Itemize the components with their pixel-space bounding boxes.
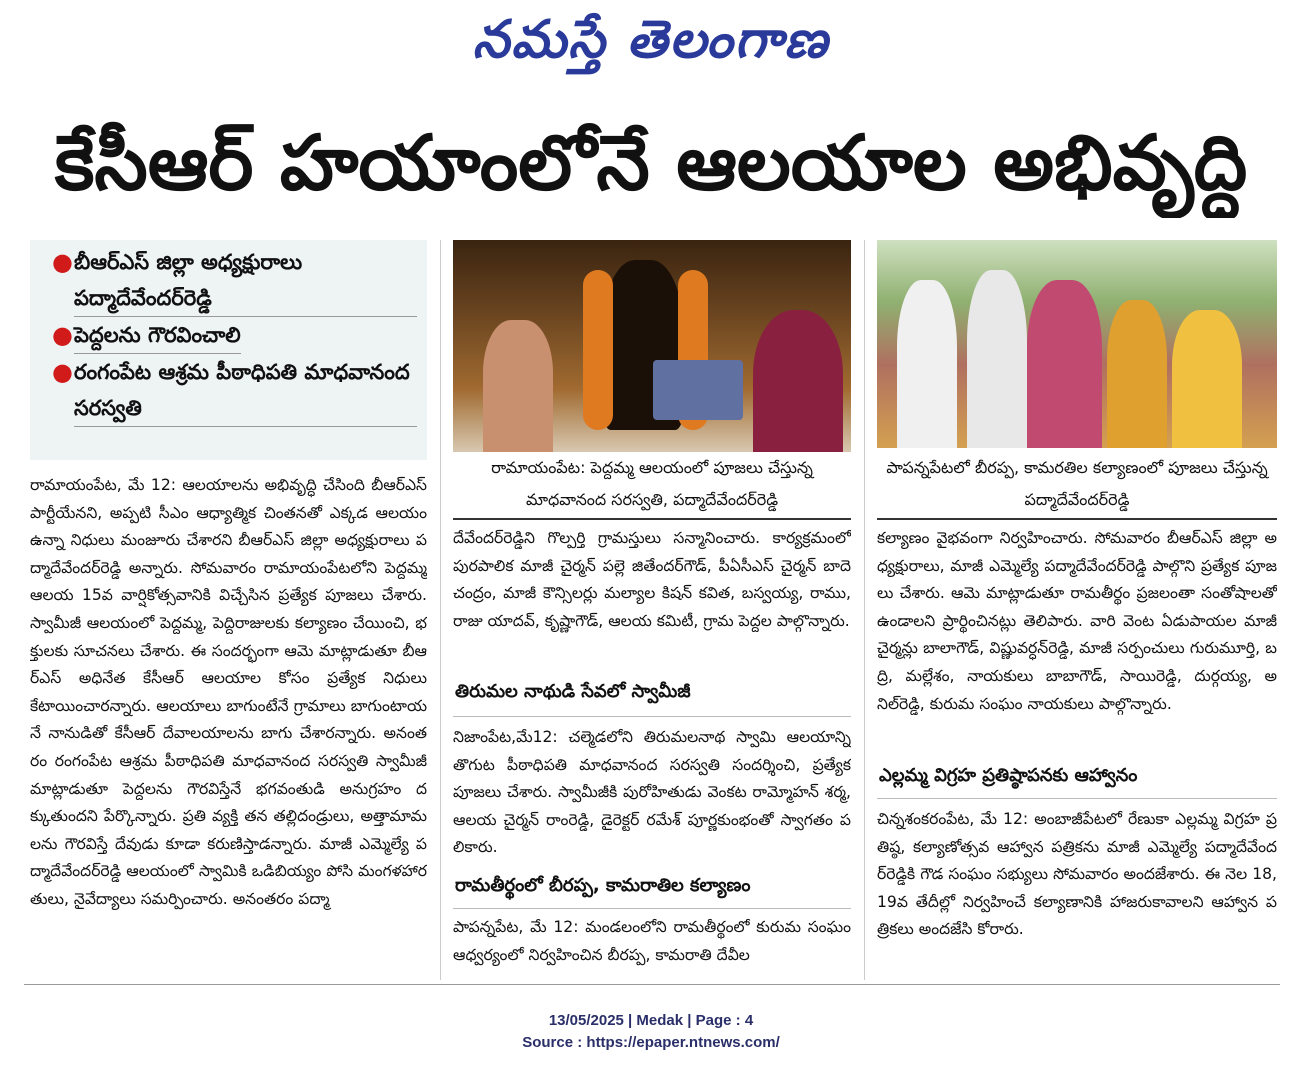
temple-photo [453,240,851,452]
article-title: తిరుమల నాథుడి సేవలో స్వామీజీ [455,681,691,702]
article-body: పాపన్నపేట, మే 12: మండలంలోని రామతీర్థంలో కురుమ సంఘం ఆధ్వర్యంలో నిర్వహించిన బీరప్ప, కామరాతి దేవీల [453,918,851,964]
highlight-item [52,244,417,317]
article-body: చిన్నశంకరంపేట, మే 12: అంబాజీపేటలో రేణుకా ఎల్లమ్మ విగ్రహ ప్రతిష్ఠ, కల్యాణోత్సవ ఆహ్వాన పత్రికను మాజీ ఎమ్మెల్యే పద్మాదేవేందర్‌రెడ్డికి గౌడ సంఘం సభ్యులు సోమవారం అందజేశారు. ఈ నెల 18, 19వ తేదీల్లో నిర్వహించే కల్యాణానికి హాజరుకావాలని ఆహ్వాన పత్రికలు అందజేసి కోరారు. [877,810,1277,939]
highlight-item [52,317,417,354]
bullet-icon: ● [52,248,73,276]
article-body: నిజాంపేట,మే12: చల్మెడలోని తిరుమలనాథ స్వామి ఆలయాన్ని తొగుట పీఠాధిపతి మాధవానంద సరస్వతి సందర్శించి, ప్రత్యేక పూజలు చేశారు. స్వామీజీకి పురోహితుడు వెంకట రామ్మోహన్ శర్మ, ఆలయ చైర్మన్ రాంరెడ్డి, డైరెక్టర్ రమేశ్ పూర్ణకుంభంతో స్వాగతం పలికారు. [453,728,851,857]
highlight-text: బీఆర్ఎస్ జిల్లా అధ్యక్షురాలు పద్మాదేవేందర్‌రెడ్డి [74,244,417,317]
photo-caption: పాపన్నపేటలో బీరప్ప, కామరతిల కల్యాణంలో పూజలు చేస్తున్న పద్మాదేవేందర్‌రెడ్డి [877,452,1277,520]
photo-caption: రామాయంపేట: పెద్దమ్మ ఆలయంలో పూజలు చేస్తున్న మాధవానంద సరస్వతి, పద్మాదేవేందర్‌రెడ్డి [453,452,851,520]
bullet-icon: ● [52,321,73,349]
highlight-item [52,354,417,427]
footer-date-line: 13/05/2025 | Medak | Page : 4 [548,1012,754,1029]
article-title: ఎల్లమ్మ విగ్రహ ప్రతిష్ఠాపనకు ఆహ్వానం [879,765,1138,786]
article-continuation: దేవేందర్‌రెడ్డిని గొల్పర్తి గ్రామస్తులు సన్మానించారు. కార్యక్రమంలో పురపాలిక మాజీ చైర్మన్ పల్లె జితేందర్‌గౌడ్, పీఏసీఎస్ చైర్మన్ బాదె చంద్రం, మాజీ కౌన్సిలర్లు మల్యాల కిషన్ కవిత, బస్వయ్య, రాము, రాజు యాదవ్, కృష్ణాగౌడ్, ఆలయ కమిటీ, గ్రామ పెద్దల పాల్గొన్నారు. [453,529,851,630]
highlights-box [30,240,427,460]
footer-source-line: Source : https://epaper.ntnews.com/ [522,1034,780,1051]
highlight-text: పెద్దలను గౌరవించాలి [74,317,241,354]
bullet-icon: ● [52,358,73,386]
article-continuation: కల్యాణం వైభవంగా నిర్వహించారు. సోమవారం బీఆర్ఎస్ జిల్లా అధ్యక్షురాలు, మాజీ ఎమ్మెల్యే పద్మాదేవేందర్‌రెడ్డి పాల్గొని ప్రత్యేక పూజలు చేశారు. ఆమె మాట్లాడుతూ రామతీర్థం ప్రజలంతా సంతోషాలతో ఉండాలని ప్రార్థించినట్లు తెలిపారు. వారి వెంట ఏడుపాయల మాజీ చైర్మన్లు బాలాగౌడ్, విష్ణువర్ధన్‌రెడ్డి, మాజీ సర్పంచులు గురుమూర్తి, బద్రి, మల్లేశం, నాయకులు బాబాగౌడ్, సాయిరెడ్డి, దుర్గయ్య, అనిల్‌రెడ్డి, కురుమ సంఘం నాయకులు పాల్గొన్నారు. [877,529,1277,713]
article-body: రామాయంపేట, మే 12: ఆలయాలను అభివృద్ధి చేసింది బీఆర్ఎస్ పార్టీయేనని, అప్పటి సీఎం ఆధ్యాత్మిక చింతనతో ఎక్కడ ఆలయం ఉన్నా నిధులు మంజూరు చేశారని బీఆర్ఎస్ జిల్లా అధ్యక్షురాలు పద్మాదేవేందర్‌రెడ్డి అన్నారు. సోమవారం రామాయంపేటలోని పెద్దమ్మ ఆలయ 15వ వార్షికోత్సవానికి విచ్చేసిన ప్రత్యేక పూజలు చేశారు. స్వామీజీ ఆలయంలో పెద్దమ్మ, పెద్దిరాజులకు కల్యాణం చేయించి, భక్తులకు సూచనలు చేశారు. ఈ సందర్భంగా ఆమె మాట్లాడుతూ బీఆర్ఎస్ అధినేత కేసీఆర్ ఆలయాల కోసం ప్రత్యేక నిధులు కేటాయించారన్నారు. ఆలయాలు బాగుంటేనే గ్రామాలు బాగుంటాయనే నానుడితో కేసీఆర్ దేవాలయాలను బాగు చేశారన్నారు. అనంతరం రంగంపేట ఆశ్రమ పీఠాధిపతి మాధవానంద సరస్వతి స్వామీజీ మాట్లాడుతూ పెద్దలను గౌరవిస్తేనే భగవంతుడి అనుగ్రహం దక్కుతుందని పేర్కొన్నారు. ప్రతి వ్యక్తి తన తల్లిదండ్రులు, అత్తామామలను గౌరవిస్తే దేవుడు కూడా కరుణిస్తాడన్నారు. మాజీ ఎమ్మెల్యే పద్మాదేవేందర్‌రెడ్డి ఆలయంలో స్వామికి ఒడిబియ్యం పోసి మంగళహారతులు, నైవేద్యాలు సమర్పించారు. అనంతరం పద్మా [30,476,427,908]
headline: కేసీఆర్ హయాంలోనే ఆలయాల అభివృద్ధి [54,118,1248,207]
masthead-logo: నమస్తే తెలంగాణ [472,9,830,70]
gathering-photo [877,240,1277,448]
highlight-text: రంగంపేట ఆశ్రమ పీఠాధిపతి మాధవానంద సరస్వతి [74,354,417,427]
article-title: రామతీర్థంలో బీరప్ప, కామరాతిల కల్యాణం [455,875,751,896]
